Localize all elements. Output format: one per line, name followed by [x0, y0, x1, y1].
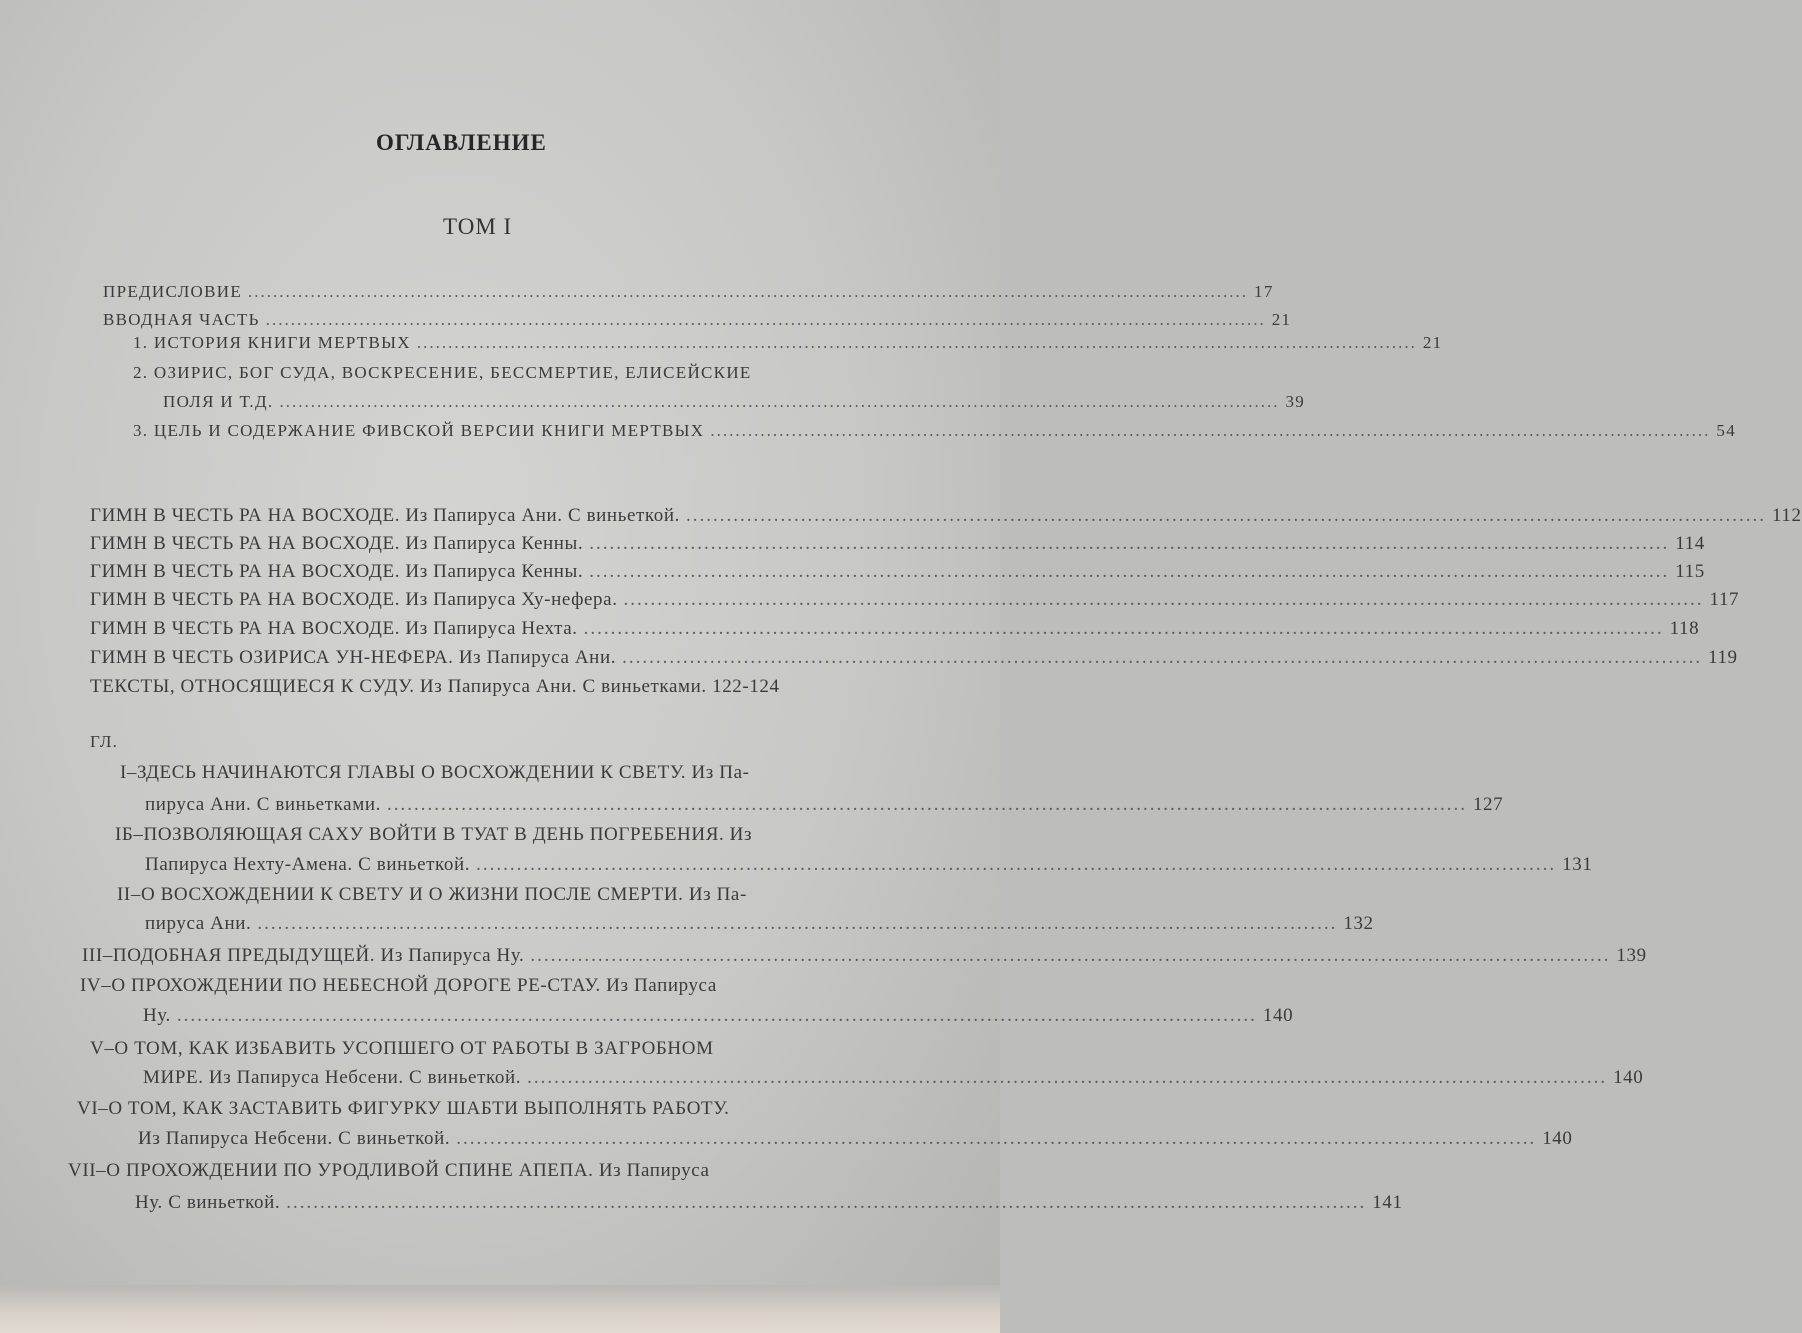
- toc-entry-title: VII–О ПРОХОЖДЕНИИ ПО УРОДЛИВОЙ СПИНЕ АПЕПА. Из Папируса: [68, 1160, 710, 1181]
- toc-entry-page: 39: [1285, 392, 1306, 411]
- dot-leader: ................................................................................................................................................................: [530, 945, 1611, 966]
- toc-entry-page: 140: [1542, 1128, 1573, 1149]
- dot-leader: ................................................................................................................................................................: [589, 533, 1670, 554]
- toc-entry-page: 140: [1613, 1067, 1644, 1088]
- toc-entry: [143, 1067, 1644, 1088]
- toc-entry-title: IБ–ПОЗВОЛЯЮЩАЯ САХУ ВОЙТИ В ТУАТ В ДЕНЬ ПОГРЕБЕНИЯ. Из: [115, 824, 753, 845]
- toc-entry-title: ГИМН В ЧЕСТЬ РА НА ВОСХОДЕ. Из Папируса Нехта.: [90, 618, 578, 639]
- toc-entry-page: 119: [1708, 647, 1738, 668]
- toc-entry-title: I–ЗДЕСЬ НАЧИНАЮТСЯ ГЛАВЫ О ВОСХОЖДЕНИИ К СВЕТУ. Из Па-: [120, 762, 750, 783]
- dot-leader: ................................................................................................................................................................: [279, 392, 1280, 411]
- toc-entry-page: 131: [1562, 854, 1593, 875]
- dot-leader: ................................................................................................................................................................: [710, 421, 1711, 440]
- toc-entry-title: пируса Ани. С виньетками.: [145, 794, 381, 815]
- dot-leader: ................................................................................................................................................................: [589, 561, 1670, 582]
- toc-entry-page: 114: [1675, 533, 1705, 554]
- dot-leader: ................................................................................................................................................................: [416, 333, 1417, 352]
- toc-entry-title: II–О ВОСХОЖДЕНИИ К СВЕТУ И О ЖИЗНИ ПОСЛЕ СМЕРТИ. Из Па-: [117, 884, 747, 905]
- toc-entry-title: 1. ИСТОРИЯ КНИГИ МЕРТВЫХ: [133, 333, 411, 352]
- toc-entry-page: 140: [1262, 1005, 1294, 1026]
- toc-entry-page: 21: [1271, 310, 1292, 329]
- toc-entry-page: 54: [1716, 421, 1736, 440]
- toc-entry-page: 141: [1372, 1192, 1403, 1213]
- dot-leader: ................................................................................................................................................................: [265, 310, 1266, 329]
- toc-entry-title: VI–О ТОМ, КАК ЗАСТАВИТЬ ФИГУРКУ ШАБТИ ВЫПОЛНЯТЬ РАБОТУ.: [77, 1098, 730, 1119]
- dot-leader: ................................................................................................................................................................: [456, 1128, 1537, 1149]
- dot-leader: ................................................................................................................................................................: [176, 1005, 1257, 1026]
- dot-leader: ................................................................................................................................................................: [248, 282, 1249, 301]
- dot-leader: ................................................................................................................................................................: [622, 647, 1703, 668]
- chapters-label: ГЛ.: [90, 732, 119, 751]
- toc-entry-title: МИРЕ. Из Папируса Небсени. С виньеткой.: [143, 1067, 522, 1088]
- toc-entry: [145, 794, 1504, 815]
- toc-entry: [138, 1128, 1573, 1149]
- dot-leader: ................................................................................................................................................................: [286, 1192, 1367, 1213]
- toc-entry-title: ГИМН В ЧЕСТЬ РА НА ВОСХОДЕ. Из Папируса Ани. С виньеткой.: [90, 505, 680, 526]
- toc-entry: [103, 282, 1274, 301]
- toc-entry: [133, 333, 1443, 352]
- toc-entry: [90, 589, 1740, 610]
- toc-entry-title: ГИМН В ЧЕСТЬ РА НА ВОСХОДЕ. Из Папируса Кенны.: [90, 533, 584, 554]
- toc-entry-title: ПРЕДИСЛОВИЕ: [103, 282, 243, 301]
- toc-entry: [103, 310, 1292, 329]
- toc-entry: [143, 1005, 1294, 1026]
- toc-entry: [82, 945, 1647, 966]
- toc-entry-page: 112: [1771, 505, 1802, 526]
- toc-entry-page: 21: [1422, 333, 1443, 352]
- toc-entry: [90, 533, 1705, 554]
- dot-leader: ................................................................................................................................................................: [583, 618, 1664, 639]
- toc-entry-title: 2. ОЗИРИС, БОГ СУДА, ВОСКРЕСЕНИЕ, БЕССМЕРТИЕ, ЕЛИСЕЙСКИЕ: [133, 363, 752, 382]
- dot-leader: ................................................................................................................................................................: [685, 505, 1766, 526]
- toc-entry-title: Из Папируса Небсени. С виньеткой.: [138, 1128, 451, 1149]
- volume-heading: ТОМ I: [443, 214, 513, 239]
- toc-entry-title: ВВОДНАЯ ЧАСТЬ: [103, 310, 260, 329]
- toc-entry-page: 118: [1669, 618, 1700, 639]
- toc-entry: [163, 392, 1306, 411]
- page-bottom-edge: [0, 1285, 1000, 1333]
- dot-leader: ................................................................................................................................................................: [527, 1067, 1608, 1088]
- toc-entry: [145, 854, 1593, 875]
- toc-entry-title: III–ПОДОБНАЯ ПРЕДЫДУЩЕЙ. Из Папируса Ну.: [82, 945, 525, 966]
- page-title: ОГЛАВЛЕНИЕ: [376, 130, 547, 155]
- toc-entry: [133, 421, 1736, 440]
- toc-entry-page: 115: [1675, 561, 1705, 582]
- toc-entry-title: V–О ТОМ, КАК ИЗБАВИТЬ УСОПШЕГО ОТ РАБОТЫ В ЗАГРОБНОМ: [90, 1038, 714, 1059]
- toc-entry-title: Папируса Нехту-Амена. С виньеткой.: [145, 854, 471, 875]
- toc-entry-title: ПОЛЯ И Т.Д.: [163, 392, 274, 411]
- toc-entry-title: Ну.: [143, 1005, 171, 1026]
- dot-leader: ................................................................................................................................................................: [257, 913, 1338, 934]
- toc-entry: [90, 618, 1700, 639]
- toc-entry-title: Ну. С виньеткой.: [135, 1192, 281, 1213]
- toc-entry: [145, 913, 1374, 934]
- dot-leader: ................................................................................................................................................................: [386, 794, 1467, 815]
- toc-entry-page: 132: [1343, 913, 1374, 934]
- dot-leader: ................................................................................................................................................................: [623, 589, 1704, 610]
- toc-entry: [90, 561, 1705, 582]
- toc-entry: [135, 1192, 1403, 1213]
- toc-entry-page: 139: [1616, 945, 1647, 966]
- toc-entry-title: ТЕКСТЫ, ОТНОСЯЩИЕСЯ К СУДУ. Из Папируса Ани. С виньетками. 122-124: [90, 676, 780, 697]
- dot-leader: ................................................................................................................................................................: [476, 854, 1557, 875]
- toc-entry-page: 127: [1472, 794, 1504, 815]
- toc-entry-title: 3. ЦЕЛЬ И СОДЕРЖАНИЕ ФИВСКОЙ ВЕРСИИ КНИГИ МЕРТВЫХ: [133, 421, 705, 440]
- toc-entry-title: ГИМН В ЧЕСТЬ РА НА ВОСХОДЕ. Из Папируса Кенны.: [90, 561, 584, 582]
- toc-entry: [90, 647, 1738, 668]
- toc-entry-page: 117: [1709, 589, 1740, 610]
- toc-entry-title: ГИМН В ЧЕСТЬ РА НА ВОСХОДЕ. Из Папируса Ху-нефера.: [90, 589, 618, 610]
- toc-entry-page: 17: [1254, 282, 1274, 301]
- toc-entry: [90, 505, 1802, 526]
- toc-entry-title: ГИМН В ЧЕСТЬ ОЗИРИСА УН-НЕФЕРА. Из Папируса Ани.: [90, 647, 617, 668]
- toc-entry-title: пируса Ани.: [145, 913, 252, 934]
- toc-entry-title: IV–О ПРОХОЖДЕНИИ ПО НЕБЕСНОЙ ДОРОГЕ РЕ-СТАУ. Из Папируса: [80, 975, 717, 996]
